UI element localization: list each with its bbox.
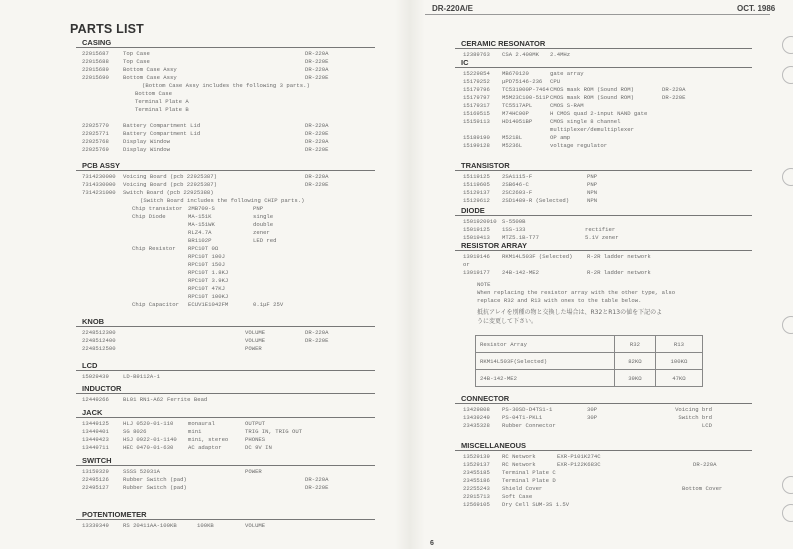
binding-hole (782, 504, 793, 522)
cell-name: TC531000P-7464 (502, 86, 549, 93)
cell-part-no: 22015688 (82, 58, 109, 65)
cell-part-no: 22255243 (463, 485, 490, 492)
cell-spec: 2MB709-S (188, 205, 215, 212)
note-line: When replacing the resistor array with the other type, also (477, 289, 676, 296)
section-title: MISCELLANEOUS (461, 441, 527, 450)
section-rule (455, 215, 752, 216)
cell-name: SG 8026 (123, 428, 147, 435)
cell-part-no: 22015713 (463, 493, 490, 500)
cell-part-no: 13529139 (463, 453, 490, 460)
cell-name: RC Network (502, 461, 536, 468)
note-japanese: うに変更して下さい。 (477, 318, 538, 325)
cell-part-no: 15169515 (463, 110, 490, 117)
cell-type: mini, stereo (188, 436, 229, 443)
cell-type: PNP (587, 181, 598, 188)
cell-sub: Terminal Plate A (135, 98, 189, 105)
table-cell: 47KΩ (655, 370, 702, 387)
cell-name: M74HC00P (502, 110, 529, 117)
cell-use: VOLUME (245, 522, 266, 529)
section-title: KNOB (82, 317, 105, 326)
section-title: CASING (82, 38, 112, 47)
cell-type: R-2R ladder network (587, 269, 651, 276)
section-title: DIODE (461, 206, 485, 215)
section-rule (76, 393, 375, 394)
table-row (476, 353, 703, 370)
cell-name: HLJ 0520-01-110 (123, 420, 174, 427)
cell-model: DR-220A (305, 66, 329, 73)
section-rule (76, 370, 375, 371)
binding-hole (782, 168, 793, 186)
cell-model: DR-220E (305, 74, 329, 81)
cell-name: CSA 2.400MK (502, 51, 539, 58)
cell-spec: RPC10T 47KJ (188, 285, 225, 292)
cell-type: monaural (188, 420, 215, 427)
cell-model: DR-220E (305, 181, 329, 188)
cell-part-no: 13449423 (82, 436, 109, 443)
cell-sub: Chip transistor (132, 205, 183, 212)
cell-spec: RPC10T 100KJ (188, 293, 229, 300)
section-rule (455, 403, 752, 404)
cell-part-no: 22025769 (82, 146, 109, 153)
cell-part-no: 7314330000 (82, 181, 116, 188)
cell-spec: RPC10T 100J (188, 253, 225, 260)
cell-part-no: or (463, 261, 470, 268)
cell-part-no: 12569105 (463, 501, 490, 508)
cell-use: POWER (245, 345, 262, 352)
cell-type: R-2R ladder network (587, 253, 651, 260)
cell-use: Bottom Cover (682, 485, 723, 492)
cell-name: PS-04T1-PKL1 (502, 414, 543, 421)
cell-part-no: 13529137 (463, 461, 490, 468)
cell-name: BL01 RN1-A62 (123, 396, 164, 403)
cell-model: DR-220A (305, 138, 329, 145)
cell-name: Voicing Board (pcb 22925387) (123, 173, 217, 180)
cell-type: rectifier (585, 226, 616, 233)
section-rule (76, 47, 375, 48)
cell-sub: Chip Diode (132, 213, 166, 220)
cell-part-no: 1501920910 (463, 218, 497, 225)
cell-part-no: 22495126 (82, 476, 109, 483)
section-title: CONNECTOR (461, 394, 510, 403)
cell-use: VOLUME (245, 329, 266, 336)
cell-name: LD-B9112A-1 (123, 373, 160, 380)
cell-type: H CMOS quad 2-input NAND gate (550, 110, 648, 117)
cell-name: Voicing Board (pcb 22925387) (123, 181, 217, 188)
cell-name: Rubber Switch (pad) (123, 484, 187, 491)
cell-name: Display Window (123, 146, 170, 153)
cell-use: DC 9V IN (245, 444, 272, 451)
cell-part-no: 12449266 (82, 396, 109, 403)
cell-name: 2SC2603-F (502, 189, 533, 196)
cell-name: 2SB646-C (502, 181, 529, 188)
cell-model: DR-220A (305, 329, 329, 336)
cell-note: (Switch Board includes the following CHIP parts.) (140, 197, 305, 204)
cell-model: DR-220E (305, 130, 329, 137)
cell-part-no: 23435328 (463, 422, 490, 429)
page-title: PARTS LIST (70, 22, 144, 36)
section-rule (455, 250, 752, 251)
cell-part-no: 13439249 (463, 414, 490, 421)
section-rule (76, 170, 375, 171)
cell-part-no: 15119125 (463, 173, 490, 180)
cell-spec: ECUV1E1042FM (188, 301, 229, 308)
cell-spec: RPC10T 3.9KJ (188, 277, 229, 284)
note-line: replace R32 and R13 with ones to the table below. (477, 297, 642, 304)
cell-part-no: 23455186 (463, 477, 490, 484)
cell-use: Switch brd (678, 414, 712, 421)
cell-spec: BR1102P (188, 237, 212, 244)
cell-part-no: 15129612 (463, 197, 490, 204)
cell-model: DR-220A (662, 86, 686, 93)
cell-model: DR-220A (305, 122, 329, 129)
section-title: RESISTOR ARRAY (461, 241, 527, 250)
cell-part-no: 15189190 (463, 134, 490, 141)
section-rule (455, 450, 752, 451)
cell-name: HD14051BP (502, 118, 533, 125)
section-title: JACK (82, 408, 103, 417)
section-rule (76, 465, 375, 466)
cell-model: DR-220E (305, 58, 329, 65)
cell-name: HEC 0470-01-630 (123, 444, 174, 451)
cell-model: DR-220E (305, 337, 329, 344)
cell-type: CMOS S-RAM (550, 102, 584, 109)
section-title: IC (461, 58, 469, 67)
page-number: 6 (430, 540, 434, 547)
cell-model: DR-220A (305, 173, 329, 180)
cell-part-no: 15179796 (463, 86, 490, 93)
table-header: R13 (655, 336, 702, 353)
cell-part-no: 15229854 (463, 70, 490, 77)
cell-spec: RLZ4.7A (188, 229, 212, 236)
cell-name: Top Case (123, 50, 150, 57)
cell-type: 0.1μF 25V (253, 301, 284, 308)
cell-name: Rubber Switch (pad) (123, 476, 187, 483)
section-rule (76, 326, 375, 327)
cell-name: Top Case (123, 58, 150, 65)
cell-name: Rubber Connector (502, 422, 556, 429)
cell-sub: Chip Resistor (132, 245, 176, 252)
cell-name: μPD75146-236 (502, 78, 543, 85)
cell-part-no: 13429808 (463, 406, 490, 413)
cell-use: LCD (701, 422, 712, 429)
table-cell: 24B-142-ME2 (476, 370, 615, 387)
cell-use: Voicing brd (675, 406, 712, 413)
cell-sub: Bottom Case (135, 90, 172, 97)
section-title: INDUCTOR (82, 384, 122, 393)
cell-name: Terminal Plate C (502, 469, 556, 476)
cell-name: Dry Cell SUM-3S 1.5V (502, 501, 570, 508)
cell-part-no: 13449401 (82, 428, 109, 435)
cell-name: 2SD1489-R (Selected) (502, 197, 570, 204)
cell-sub: Chip Capacitor (132, 301, 179, 308)
cell-part-no: 22015689 (82, 66, 109, 73)
cell-part-no: 15029439 (82, 373, 109, 380)
cell-type: NPN (587, 189, 598, 196)
cell-part-no: 7314231000 (82, 189, 116, 196)
table-cell: 39KΩ (614, 370, 655, 387)
cell-model: DR-220A (305, 476, 329, 483)
cell-part-no: 2248512400 (82, 337, 116, 344)
binding-hole (782, 66, 793, 84)
cell-model: DR-220E (662, 94, 686, 101)
cell-type: 2.4MHz (550, 51, 571, 58)
cell-use: PHONES (245, 436, 266, 443)
cell-name: 1SS-133 (502, 226, 526, 233)
binding-hole (782, 476, 793, 494)
cell-use: POWER (245, 468, 262, 475)
section-title: PCB ASSY (82, 161, 121, 170)
table-header: R32 (614, 336, 655, 353)
cell-name: M5236L (502, 142, 523, 149)
cell-name: M5218L (502, 134, 523, 141)
cell-spec: MA-151WK (188, 221, 215, 228)
section-rule (455, 48, 752, 49)
cell-name: Battery Compartment Lid (123, 130, 201, 137)
cell-type: CMOS mask ROM (Sound ROM) (550, 94, 634, 101)
cell-model: DR-220A (305, 50, 329, 57)
cell-part-no: 23455185 (463, 469, 490, 476)
cell-part-no: 22025771 (82, 130, 109, 137)
cell-type: AC adaptor (188, 444, 222, 451)
cell-type: zener (253, 229, 270, 236)
cell-spec: MA-151K (188, 213, 212, 220)
cell-type: PNP (253, 205, 264, 212)
cell-use: OUTPUT (245, 420, 266, 427)
cell-name: SSSS 52031A (123, 468, 160, 475)
cell-type: OP amp (550, 134, 571, 141)
cell-name: Bottom Case Assy (123, 74, 177, 81)
section-title: LCD (82, 361, 98, 370)
cell-part-no: 15179252 (463, 78, 490, 85)
cell-type: gate array (550, 70, 584, 77)
cell-type: mini (188, 428, 202, 435)
cell-part-no: 15199128 (463, 142, 490, 149)
table-header-row (476, 336, 703, 353)
cell-part-no: 13159329 (82, 468, 109, 475)
cell-part-no: 15129137 (463, 189, 490, 196)
cell-part-no: 13449125 (82, 420, 109, 427)
cell-part-no: 13339349 (82, 522, 109, 529)
cell-model: DR-220E (305, 146, 329, 153)
cell-part-no: 15119605 (463, 181, 490, 188)
cell-part-no: 15179317 (463, 102, 490, 109)
cell-part-no: 2248512500 (82, 345, 116, 352)
cell-part-no: 22025768 (82, 138, 109, 145)
cell-type: CPU (550, 78, 561, 85)
cell-model: DR-220E (305, 484, 329, 491)
section-title: CERAMIC RESONATOR (461, 39, 546, 48)
section-title: POTENTIOMETER (82, 510, 147, 519)
section-title: SWITCH (82, 456, 112, 465)
section-rule (76, 417, 375, 418)
cell-name: Display Window (123, 138, 170, 145)
cell-type: NPN (587, 197, 598, 204)
section-title: TRANSISTOR (461, 161, 510, 170)
cell-name: Soft Case (502, 493, 533, 500)
cell-name: M5M23C100-511P (502, 94, 549, 101)
cell-name: S-5500B (502, 218, 526, 225)
cell-name: TC5517APL (502, 102, 533, 109)
cell-spec: RPC10T 150J (188, 261, 225, 268)
cell-name: RC Network (502, 453, 536, 460)
cell-type: PNP (587, 173, 598, 180)
cell-part-no: 22495127 (82, 484, 109, 491)
cell-part-no: 2248512300 (82, 329, 116, 336)
cell-type: Ferrite Bead (167, 396, 208, 403)
cell-model: DR-220A (693, 461, 717, 468)
section-rule (76, 519, 375, 520)
cell-name: MB670120 (502, 70, 529, 77)
cell-spec: EXR-P122K683C (557, 461, 601, 468)
table-row (476, 370, 703, 387)
table-cell: 82KΩ (614, 353, 655, 370)
note-japanese: 抵抗アレイを別種の物と交換した場合は、R32とR13の値を下記のよ (477, 309, 663, 316)
cell-part-no: 15019125 (463, 226, 490, 233)
page-fold (395, 0, 425, 549)
cell-type: 100KB (197, 522, 214, 529)
table-header: Resistor Array (476, 336, 615, 353)
cell-name: Switch Board (pcb 22925388) (123, 189, 214, 196)
cell-type: CMOS mask ROM (Sound ROM) (550, 86, 634, 93)
cell-name: PS-30SD-D4TS1-1 (502, 406, 553, 413)
cell-name: Shield Cover (502, 485, 543, 492)
cell-spec: RPC10T 0Ω (188, 245, 219, 252)
section-rule (455, 170, 752, 171)
cell-sub: Terminal Plate B (135, 106, 189, 113)
cell-name: Bottom Case Assy (123, 66, 177, 73)
cell-part-no: 7314230000 (82, 173, 116, 180)
cell-use: TRIG IN, TRIG OUT (245, 428, 303, 435)
cell-type: multiplexer/demultiplexer (550, 126, 634, 133)
note-label: NOTE (477, 281, 491, 288)
cell-part-no: 15019413 (463, 234, 490, 241)
resistor-table (475, 335, 703, 387)
cell-name: 2SA1115-F (502, 173, 533, 180)
cell-part-no: 12389763 (463, 51, 490, 58)
table-cell: RKM14L503F(Selected) (476, 353, 615, 370)
header-date: OCT. 1986 (737, 4, 776, 13)
cell-name: RS 20411AA-100KB (123, 522, 177, 529)
table-cell: 100KΩ (655, 353, 702, 370)
cell-part-no: 13919146 (463, 253, 490, 260)
header-rule (425, 14, 770, 15)
binding-hole (782, 316, 793, 334)
cell-name: RKM14L503F (Selected) (502, 253, 573, 260)
cell-name: Terminal Plate D (502, 477, 556, 484)
cell-name: HSJ 0922-01-1140 (123, 436, 177, 443)
cell-type: 30P (587, 406, 598, 413)
binding-hole (782, 36, 793, 54)
cell-name: MTZ5.1B-T77 (502, 234, 539, 241)
cell-type: voltage regulator (550, 142, 608, 149)
cell-part-no: 13919177 (463, 269, 490, 276)
cell-type: CMOS single 8 channel (550, 118, 621, 125)
cell-name: 24B-142-ME2 (502, 269, 539, 276)
cell-part-no: 15159113 (463, 118, 490, 125)
cell-part-no: 22015687 (82, 50, 109, 57)
cell-note: (Bottom Case Assy includes the following 3 parts.) (142, 82, 310, 89)
cell-spec: RPC10T 1.8KJ (188, 269, 229, 276)
section-rule (455, 67, 752, 68)
cell-type: double (253, 221, 274, 228)
cell-part-no: 15179797 (463, 94, 490, 101)
cell-type: 30P (587, 414, 598, 421)
cell-use: VOLUME (245, 337, 266, 344)
cell-part-no: 22025770 (82, 122, 109, 129)
header-model: DR-220A/E (432, 4, 473, 13)
cell-type: LED red (253, 237, 277, 244)
cell-type: 5.1V zener (585, 234, 619, 241)
cell-type: single (253, 213, 274, 220)
cell-part-no: 13449711 (82, 444, 109, 451)
cell-spec: EXR-P101K274C (557, 453, 601, 460)
cell-name: Battery Compartment Lid (123, 122, 201, 129)
cell-part-no: 22015690 (82, 74, 109, 81)
